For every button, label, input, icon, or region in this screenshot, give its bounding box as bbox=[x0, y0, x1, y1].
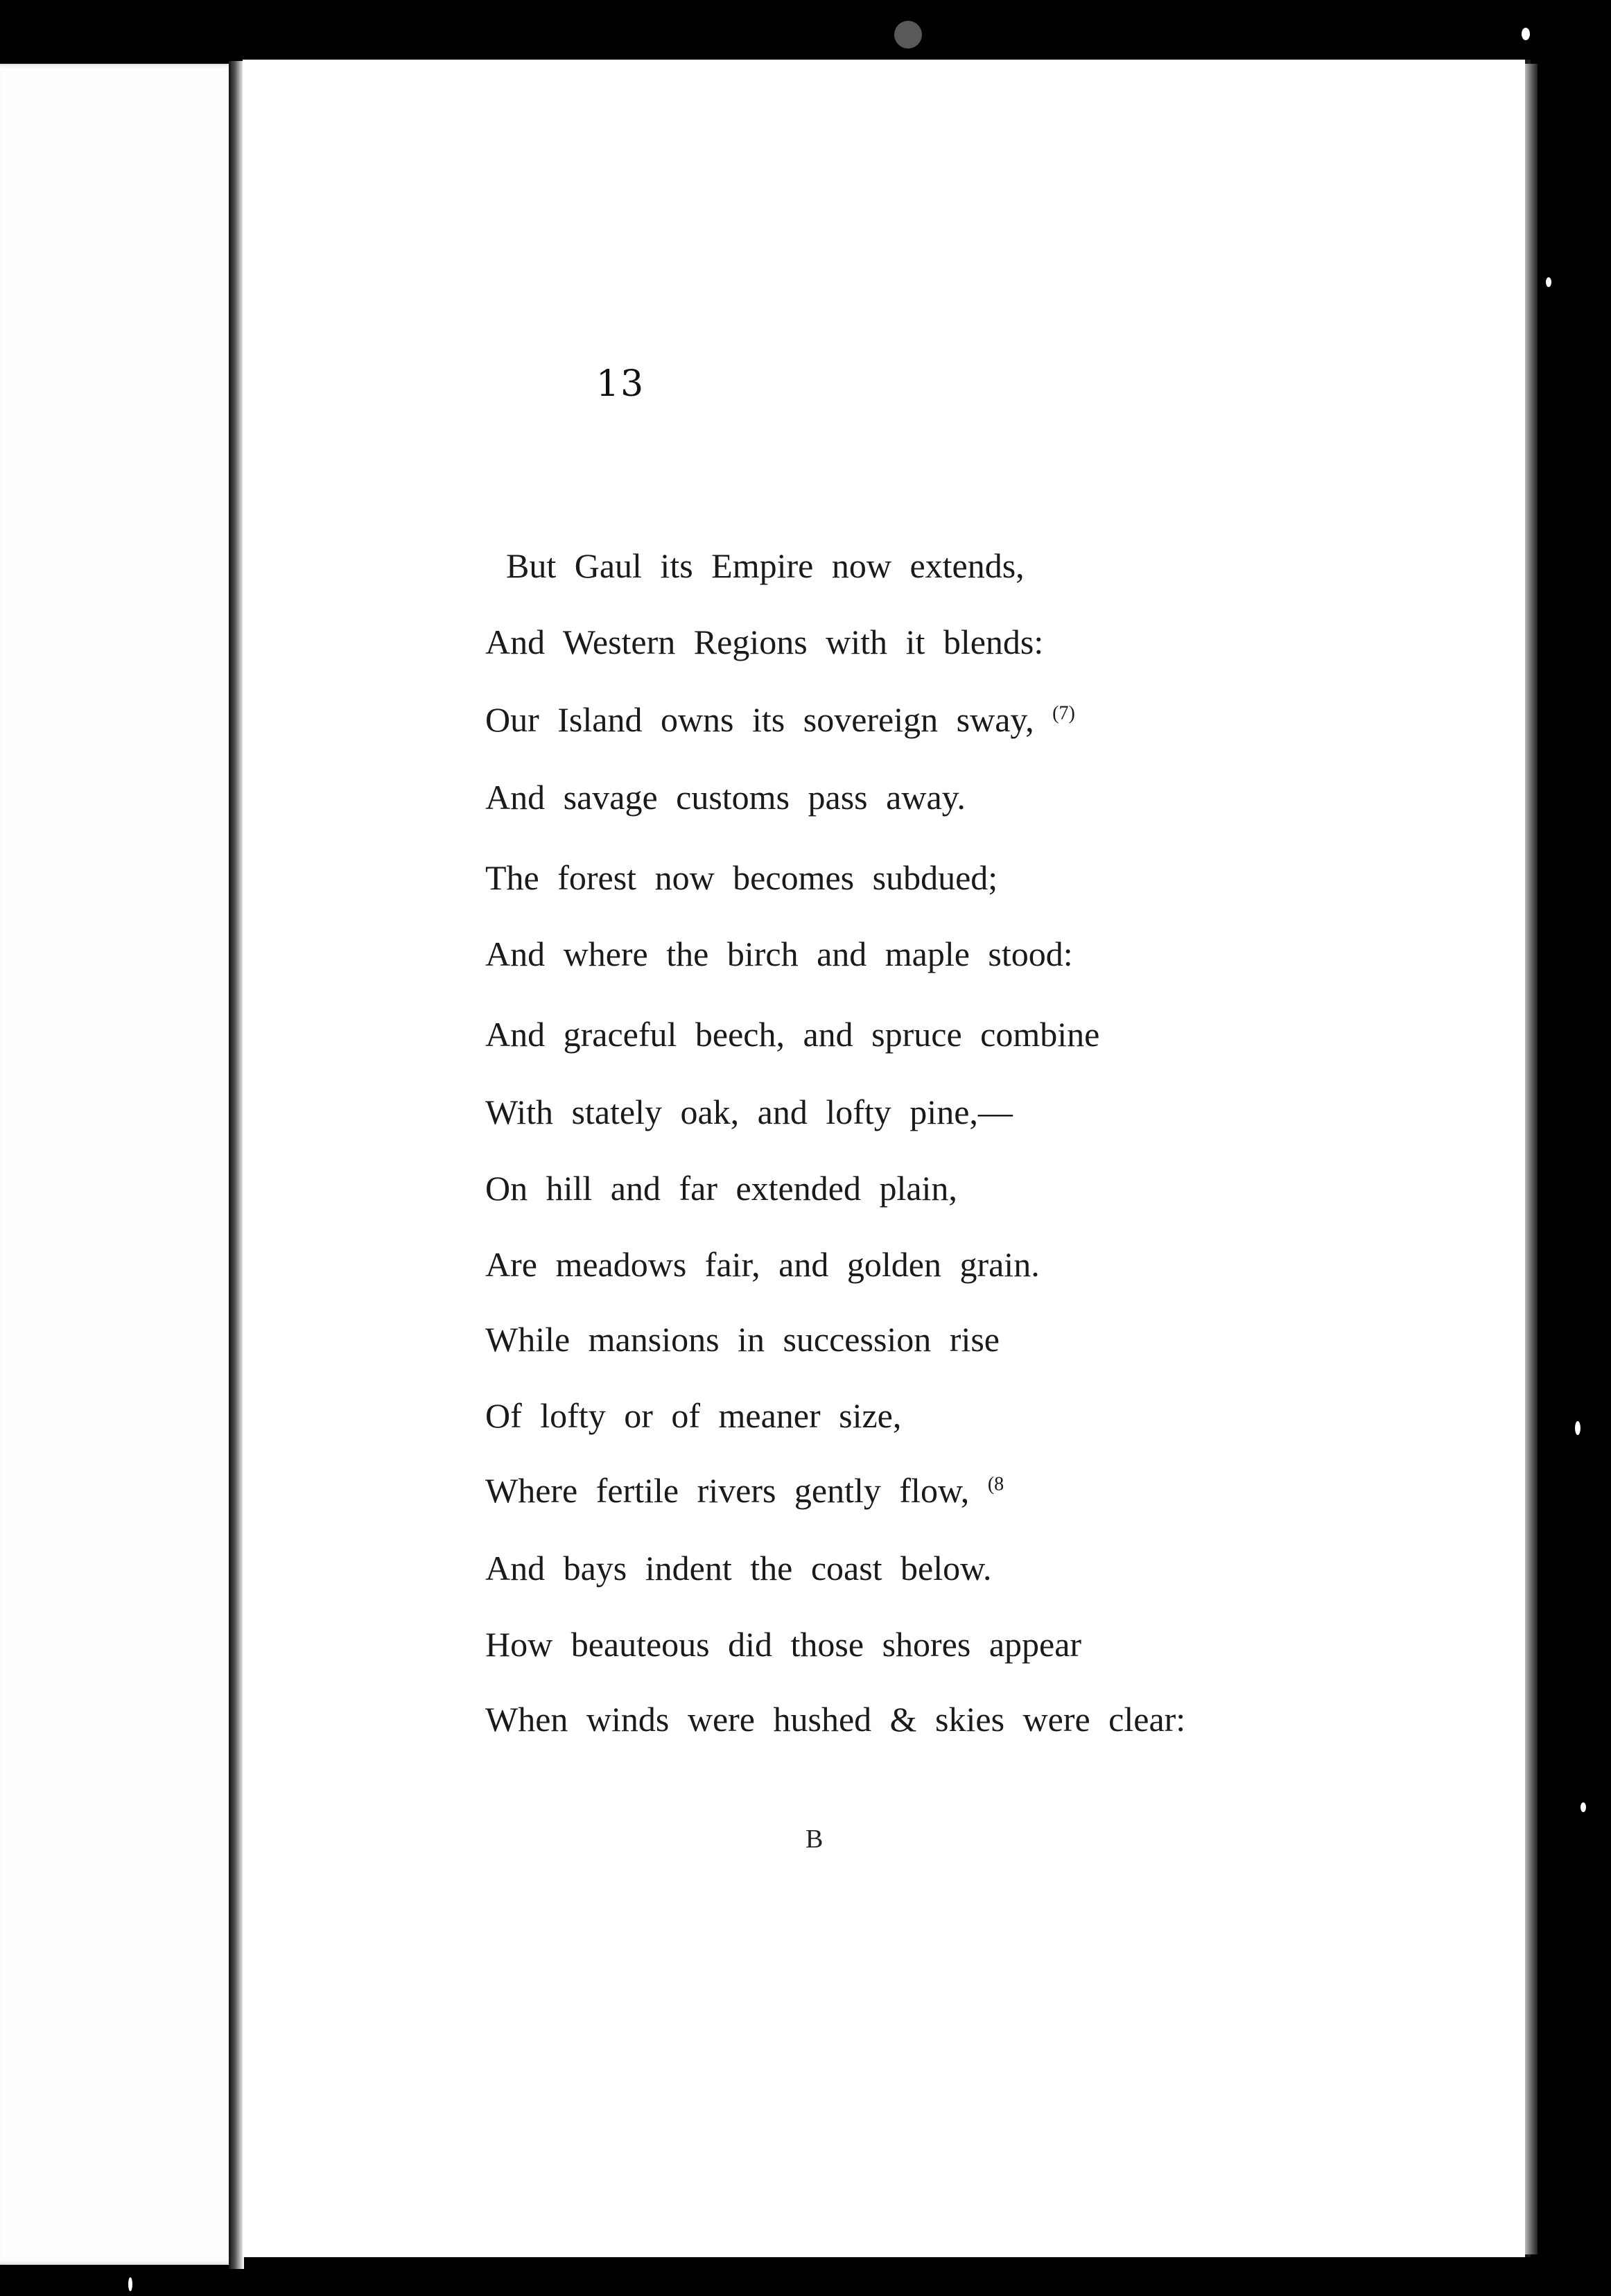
book-gutter bbox=[229, 61, 244, 2269]
poem-line: And Western Regions with it blends: bbox=[485, 623, 1044, 661]
page-edge bbox=[1525, 64, 1538, 2254]
scan-speck bbox=[1522, 28, 1530, 40]
scan-speck bbox=[894, 21, 922, 49]
poem-line: Where fertile rivers gently flow, $^{(8}$ bbox=[485, 1471, 1004, 1510]
poem-line: And graceful beech, and spruce combine bbox=[485, 1015, 1100, 1054]
poem-line: Our Island owns its sovereign sway, $^{(7)}$ bbox=[485, 700, 1075, 739]
scan-speck bbox=[1580, 1802, 1586, 1812]
poem-line: On hill and far extended plain, bbox=[485, 1169, 957, 1208]
facing-page bbox=[0, 64, 240, 2265]
poem-line: With stately oak, and lofty pine,— bbox=[485, 1093, 1013, 1131]
poem-line: Of lofty or of meaner size, bbox=[485, 1396, 902, 1435]
poem-line: Are meadows fair, and golden grain. bbox=[485, 1245, 1040, 1284]
poem-line: When winds were hushed & skies were clear: bbox=[485, 1700, 1186, 1739]
scan-speck bbox=[128, 2277, 132, 2291]
footnote-marker: (8 bbox=[987, 1473, 1004, 1495]
scan-speck bbox=[1546, 277, 1551, 287]
poem-line: The forest now becomes subdued; bbox=[485, 858, 998, 897]
poem-line: But Gaul its Empire now extends, bbox=[506, 546, 1025, 585]
poem-line: While mansions in succession rise bbox=[485, 1320, 1000, 1359]
poem-line: And where the birch and maple stood: bbox=[485, 934, 1073, 973]
footnote-marker: (7) bbox=[1052, 702, 1075, 724]
page-number: 13 bbox=[596, 363, 645, 405]
scan-speck bbox=[1575, 1421, 1580, 1435]
poem-line: And savage customs pass away. bbox=[485, 778, 966, 817]
page-sheet bbox=[243, 60, 1525, 2257]
signature-mark: B bbox=[806, 1825, 824, 1854]
poem-line: How beauteous did those shores appear bbox=[485, 1625, 1082, 1664]
poem-line: And bays indent the coast below. bbox=[485, 1549, 992, 1588]
